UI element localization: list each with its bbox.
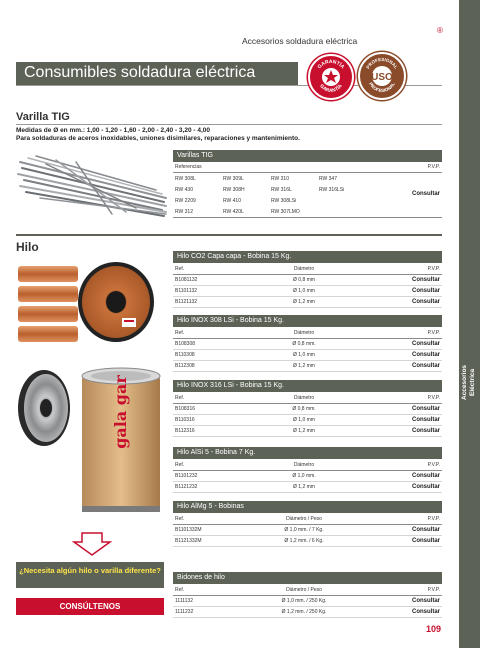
table-cell: RW 307LMO <box>271 208 300 215</box>
hilo-rule <box>16 234 442 236</box>
column-header: P.V.P. <box>427 586 440 593</box>
table-header-row <box>173 513 442 525</box>
varilla-heading: Varilla TIG <box>16 111 70 123</box>
table-cell: RW 2209 <box>175 197 196 204</box>
table-cell: Ø 0,8 mm. <box>292 341 316 347</box>
table-cell: RW 430 <box>175 186 193 193</box>
side-tab-label: Accesorios Eléctrica <box>461 364 476 400</box>
hilo-table <box>173 447 442 493</box>
table-cell: B108316 <box>175 406 196 412</box>
price-cell: Consultar <box>411 609 440 615</box>
table-cell: Ø 1,2 mm <box>293 363 315 369</box>
table-row <box>173 286 442 297</box>
top-caption: Accesorios soldadura eléctrica <box>242 36 358 46</box>
table-row <box>173 275 442 286</box>
table-row <box>173 184 442 195</box>
table-cell: 1111132 <box>175 598 193 604</box>
table-cell: Ø 0,8 mm. <box>292 406 316 412</box>
table-cell: 1111232 <box>175 609 194 615</box>
column-header: Ref. <box>175 586 185 593</box>
price-cell: Consultar <box>411 406 440 412</box>
registered-mark: ® <box>437 26 443 35</box>
varilla-rule <box>16 124 442 125</box>
table-cell: Ø 1,0 mm. / 7 Kg. <box>284 527 324 533</box>
price-cell: Consultar <box>411 341 440 347</box>
hilo-table <box>173 251 442 308</box>
table-cell: B1121232 <box>175 484 198 490</box>
table-row <box>173 173 442 184</box>
side-section-tab <box>459 0 480 648</box>
table-row <box>173 482 442 493</box>
table-row <box>173 339 442 350</box>
hilo-table-title: Bidones de hilo <box>173 572 442 584</box>
table-cell: B112308 <box>175 363 195 369</box>
table-cell: Ø 1,2 mm <box>293 428 315 434</box>
table-cell: RW 308H <box>223 186 245 193</box>
varillas-tig-table <box>173 150 442 218</box>
column-header: Ref. <box>175 461 185 468</box>
cta-question-box <box>16 562 164 588</box>
hilo-heading: Hilo <box>16 240 39 254</box>
column-header: P.V.P. <box>427 265 440 272</box>
table-cell: Ø 1,0 mm <box>293 352 315 358</box>
table-cell: B110308 <box>175 352 195 358</box>
table-cell: RW 312 <box>175 208 193 215</box>
page-title-banner <box>16 62 298 85</box>
drum-brand-text: gala gar <box>111 375 130 449</box>
column-header: P.V.P. <box>427 515 440 522</box>
table-cell: RW 316LSi <box>319 186 345 193</box>
table-row <box>173 525 442 536</box>
hilo-table-title: Hilo CO2 Capa capa - Bobina 15 Kg. <box>173 251 442 263</box>
table-header-row <box>173 459 442 471</box>
table-header-row <box>173 263 442 275</box>
page-number: 109 <box>426 624 442 634</box>
table-cell: B108308 <box>175 341 196 347</box>
hilo-table <box>173 315 442 372</box>
table-row <box>173 404 442 415</box>
seal-brown-bottom: PROFESIONAL <box>368 81 396 94</box>
hilo-table-title: Hilo INOX 308 LSi - Bobina 15 Kg. <box>173 315 442 327</box>
table-cell: Ø 1,2 mm <box>293 484 315 490</box>
price-cell: Consultar <box>411 538 440 544</box>
varillas-col-ref: Referencias <box>175 164 202 170</box>
column-header: Ref. <box>175 265 185 272</box>
table-row <box>173 536 442 547</box>
price-cell: Consultar <box>411 363 440 369</box>
column-header: Diámetro / Peso <box>286 586 322 593</box>
table-row <box>173 415 442 426</box>
column-header: P.V.P. <box>427 461 440 468</box>
table-cell: Ø 1,2 mm <box>293 299 315 305</box>
column-header: Diámetro <box>293 394 315 401</box>
contact-us-button[interactable]: CONSÚLTENOS <box>16 598 164 615</box>
table-row <box>173 361 442 372</box>
column-header: P.V.P. <box>427 394 440 401</box>
seal-red-bottom: GARANTÍA <box>318 83 344 95</box>
page-title: Consumibles soldadura eléctrica <box>24 64 256 81</box>
steel-spool-and-drum-image <box>16 364 166 516</box>
table-cell: Ø 1,2 mm. / 250 Kg. <box>281 609 327 615</box>
price-cell: Consultar <box>411 277 440 283</box>
guarantee-seal <box>308 54 354 100</box>
table-row <box>173 206 442 217</box>
price-cell: Consultar <box>411 288 440 294</box>
price-cell: Consultar <box>411 299 440 305</box>
hilo-table <box>173 380 442 437</box>
table-cell: RW 347 <box>319 175 337 182</box>
table-header-row <box>173 584 442 596</box>
table-cell: RW 308L <box>175 175 196 182</box>
table-header-row <box>173 392 442 404</box>
table-row <box>173 297 442 308</box>
table-cell: RW 410 <box>223 197 241 204</box>
table-cell: B112316 <box>175 428 195 434</box>
column-header: Diámetro / Peso <box>286 515 322 522</box>
table-cell: RW 309L <box>223 175 244 182</box>
varilla-description: Para soldaduras de aceros inoxidables, uniones disimilares, reparaciones y mantenimiento. <box>16 135 300 142</box>
table-row <box>173 596 442 607</box>
table-row <box>173 607 442 618</box>
cta-question: ¿Necesita algún hilo o varilla diferente? <box>19 566 161 575</box>
varillas-col-pvp: P.V.P. <box>427 164 440 170</box>
price-cell: Consultar <box>411 484 440 490</box>
table-cell: B110316 <box>175 417 195 423</box>
price-cell: Consultar <box>411 428 440 434</box>
price-cell: Consultar <box>411 473 440 479</box>
copper-spools-image <box>16 258 166 350</box>
table-cell: Ø 1,0 mm <box>293 417 315 423</box>
column-header: Ref. <box>175 394 185 401</box>
hilo-table-title: Hilo INOX 316 LSi - Bobina 15 Kg. <box>173 380 442 392</box>
varillas-table-title: Varillas TIG <box>173 150 442 162</box>
table-cell: B1101132 <box>175 288 198 294</box>
professional-seal-icon <box>360 54 404 98</box>
table-cell: RW 420L <box>223 208 244 215</box>
table-cell: Ø 1,2 mm. / 6 Kg. <box>284 538 324 544</box>
column-header: P.V.P. <box>427 329 440 336</box>
price-cell: Consultar <box>411 598 440 604</box>
hilo-table <box>173 501 442 547</box>
hilo-table-title: Hilo AlMg 5 - Bobinas <box>173 501 442 513</box>
table-row <box>173 195 442 206</box>
table-cell: B1121332M <box>175 538 202 544</box>
varilla-measures: Medidas de Ø en mm.: 1,00 - 1,20 - 1,60 - 2,00 - 2,40 - 3,20 - 4,00 <box>16 127 211 134</box>
table-cell: B1081132 <box>175 277 198 283</box>
down-arrow-icon <box>72 532 112 556</box>
tig-rods-image <box>16 150 170 220</box>
table-cell: Ø 1,0 mm. / 250 Kg. <box>281 598 327 604</box>
price-cell: Consultar <box>411 527 440 533</box>
table-cell: RW 316L <box>271 186 292 193</box>
table-cell: Ø 1,0 mm <box>293 288 315 294</box>
hilo-table-title: Hilo AlSi 5 - Bobina 7 Kg. <box>173 447 442 459</box>
column-header: Diámetro <box>293 265 315 272</box>
column-header: Ref. <box>175 515 185 522</box>
seal-brown-top: PROFESIONAL <box>365 56 399 70</box>
table-cell: Ø 0,8 mm <box>293 277 315 283</box>
varillas-table-bottom-rule <box>173 217 442 218</box>
column-header: Ref. <box>175 329 185 336</box>
table-row <box>173 426 442 437</box>
professional-use-seal <box>358 52 406 100</box>
table-cell: Ø 1,0 mm. <box>292 473 316 479</box>
table-cell: B1121132 <box>175 299 198 305</box>
table-header-row <box>173 327 442 339</box>
guarantee-seal-icon <box>310 56 352 98</box>
varillas-header-row <box>173 162 442 173</box>
price-cell: Consultar <box>411 417 440 423</box>
table-cell: RW 308LSi <box>271 197 297 204</box>
varillas-pvp-value: Consultar <box>411 191 440 197</box>
hilo-table <box>173 572 442 618</box>
seal-red-top: GARANTÍA <box>316 58 346 71</box>
column-header: Diámetro <box>293 461 315 468</box>
table-cell: B1101232 <box>175 473 198 479</box>
price-cell: Consultar <box>411 352 440 358</box>
table-row <box>173 471 442 482</box>
table-cell: RW 310 <box>271 175 289 182</box>
table-row <box>173 350 442 361</box>
table-cell: B1101332M <box>175 527 202 533</box>
column-header: Diámetro <box>293 329 315 336</box>
seal-brown-center: USO <box>371 72 393 83</box>
